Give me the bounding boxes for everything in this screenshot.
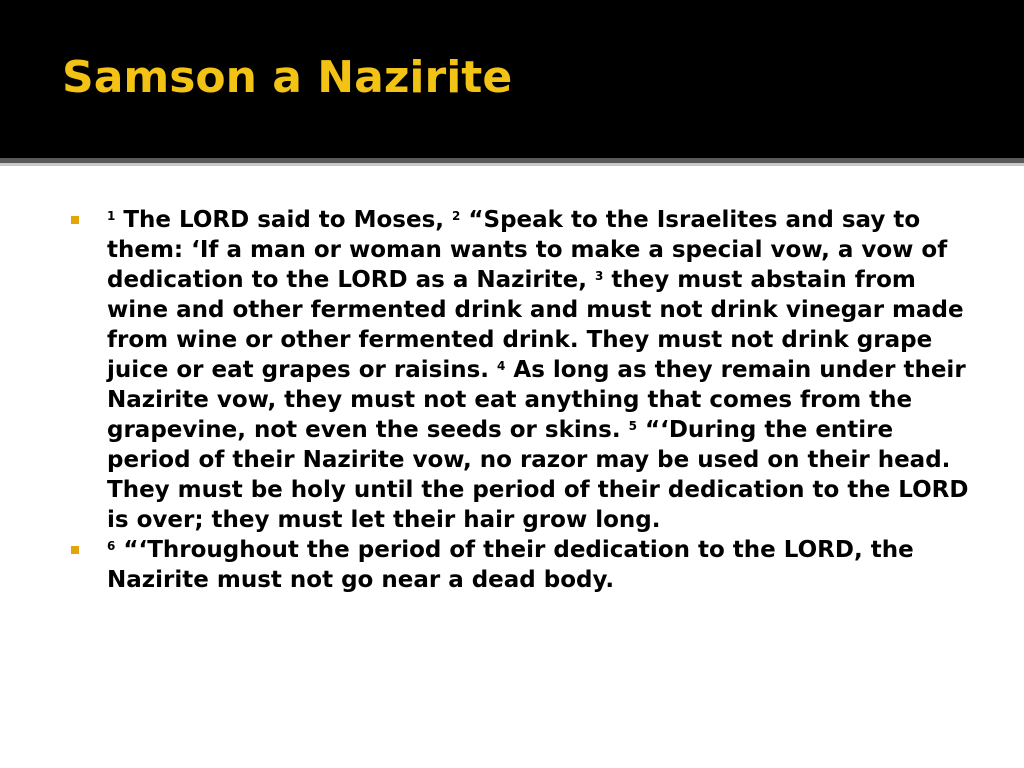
title-band: [0, 0, 1024, 158]
bullet-item: [66, 205, 976, 535]
verse-text: “‘Throughout the period of their dedication to the LORD, the Nazirite must not go near a dead body.: [107, 537, 914, 593]
verse-number: 1: [107, 209, 116, 223]
verse-text: As long as they remain under their Nazirite vow, they must not eat anything that comes from the grapevine, not even the seeds or skins.: [107, 357, 966, 443]
square-bullet-icon: [71, 216, 79, 224]
verse-number: 3: [594, 269, 604, 283]
verse-text: they must abstain from wine and other fermented drink and must not drink vinegar made from wine or other fermented drink. They must not drink grape juice or eat grapes or raisins.: [107, 267, 964, 383]
bullet-item: [66, 535, 976, 595]
verse-text: “‘During the entire period of their Nazirite vow, no razor may be used on their head. They must be holy until the period of their dedication to the LORD is over; they must let their hair grow long.: [107, 417, 969, 533]
verse-number: 2: [452, 209, 461, 223]
verse-text: “Speak to the Israelites and say to them: ‘If a man or woman wants to make a special vow, a vow of dedication to the LORD as a Nazirite,: [107, 207, 948, 293]
verse-segment: [107, 207, 452, 233]
bullet-list: [66, 205, 976, 595]
verse-segment: [107, 537, 914, 593]
verse-number: 5: [628, 419, 637, 433]
square-bullet-icon: [71, 546, 79, 554]
verse-number: 4: [497, 359, 506, 373]
verse-number: 6: [107, 539, 116, 553]
title-divider-highlight: [0, 163, 1024, 166]
verse-text: The LORD said to Moses,: [115, 207, 453, 233]
slide-title: Samson a Nazirite: [62, 52, 513, 103]
